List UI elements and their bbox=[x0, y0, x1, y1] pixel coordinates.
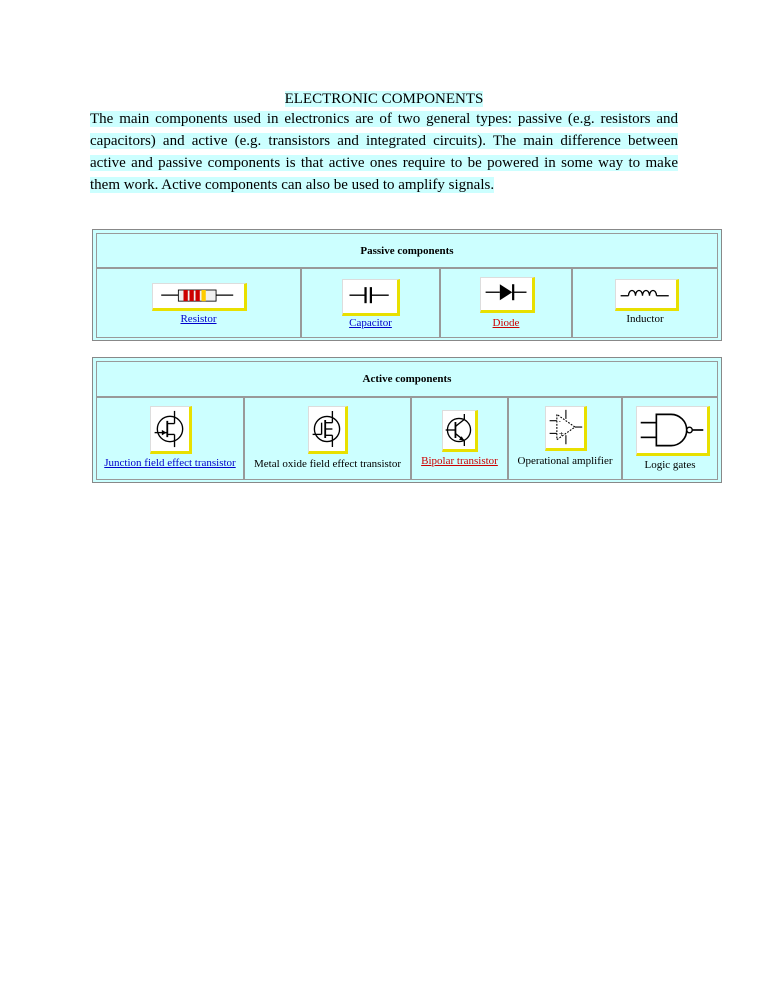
mosfet-cell bbox=[244, 397, 411, 480]
active-components-table bbox=[92, 357, 722, 483]
passive-components-table bbox=[92, 229, 722, 341]
logic-gate-icon bbox=[636, 406, 710, 456]
diode-icon bbox=[480, 277, 535, 313]
mosfet-label: Metal oxide field effect transistor bbox=[253, 458, 402, 470]
svg-text:-: - bbox=[558, 418, 561, 426]
capacitor-cell bbox=[301, 268, 440, 338]
op-amp-label: Operational amplifier bbox=[517, 455, 613, 467]
passive-components-header: Passive components bbox=[96, 233, 718, 268]
resistor-cell bbox=[96, 268, 301, 338]
jfet-icon bbox=[150, 406, 192, 454]
jfet-cell bbox=[96, 397, 244, 480]
bipolar-transistor-link[interactable]: Bipolar transistor bbox=[421, 455, 498, 467]
capacitor-link[interactable]: Capacitor bbox=[349, 317, 392, 329]
svg-text:+: + bbox=[558, 431, 564, 439]
inductor-cell bbox=[572, 268, 718, 338]
inductor-label: Inductor bbox=[626, 313, 664, 325]
mosfet-icon bbox=[308, 406, 348, 454]
inductor-icon bbox=[615, 279, 679, 311]
logic-gate-cell bbox=[622, 397, 718, 480]
logic-gate-label: Logic gates bbox=[644, 459, 696, 471]
bipolar-transistor-cell bbox=[411, 397, 508, 480]
bipolar-transistor-icon bbox=[442, 410, 478, 452]
diode-link[interactable]: Diode bbox=[492, 317, 520, 329]
op-amp-cell bbox=[508, 397, 622, 480]
capacitor-icon bbox=[342, 279, 400, 316]
diode-cell bbox=[440, 268, 572, 338]
intro-paragraph: The main components used in electronics are of two general types: passive (e.g. resistors and capacitors) and active (e.g. transistors and integrated circuits). The main difference between active and passive components is that active ones require to be powered in some way to make them work. Active components can also be used to amplify signals. bbox=[90, 111, 678, 193]
jfet-link[interactable]: Junction field effect transistor bbox=[104, 457, 236, 469]
active-components-header: Active components bbox=[96, 361, 718, 397]
resistor-icon bbox=[152, 283, 247, 311]
page-title: ELECTRONIC COMPONENTS bbox=[284, 91, 484, 107]
op-amp-icon bbox=[545, 406, 587, 451]
resistor-link[interactable]: Resistor bbox=[180, 313, 217, 325]
